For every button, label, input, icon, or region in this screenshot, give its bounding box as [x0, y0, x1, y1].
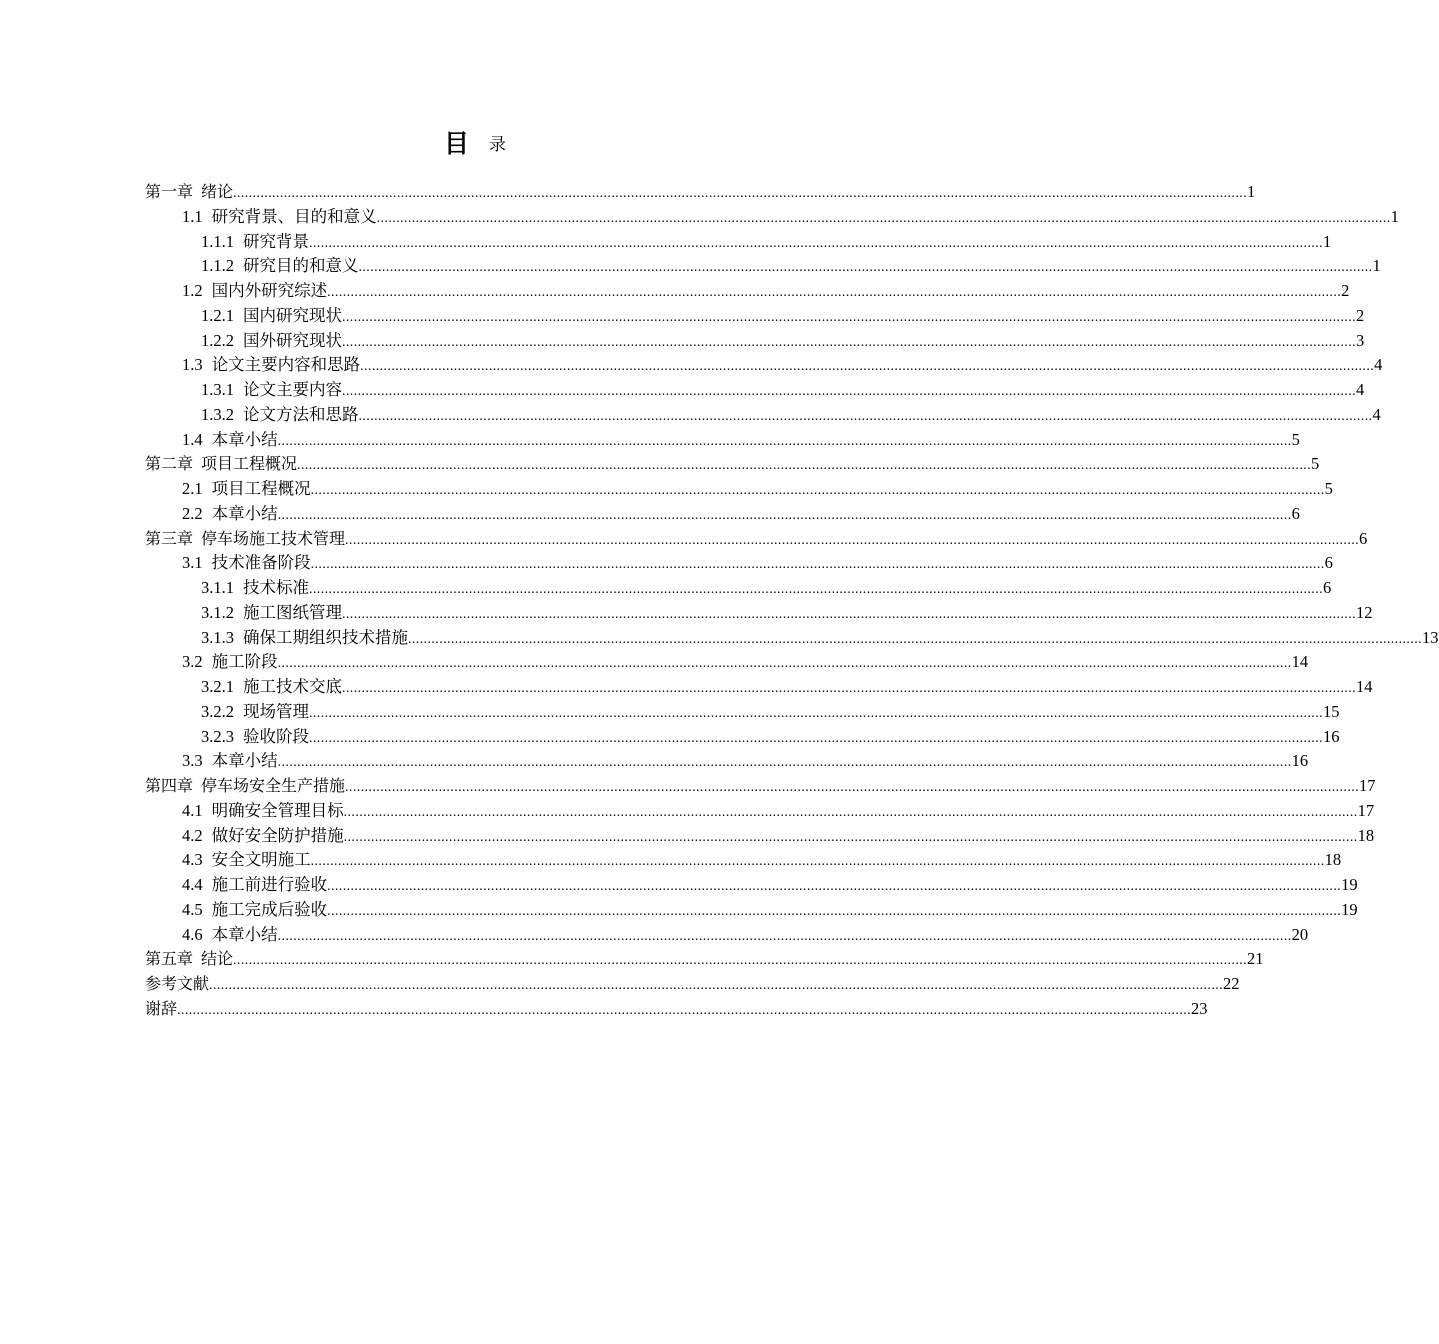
toc-section-entry[interactable] [145, 873, 1358, 898]
toc-entry-label [182, 205, 377, 230]
toc-page-number: 4 [1374, 355, 1383, 375]
toc-entry-title: 确保工期组织技术措施 [243, 627, 408, 647]
toc-entry-label [145, 972, 209, 997]
toc-dot-leader: .................................................................................................................................................................................................................................................................... [297, 458, 1312, 474]
toc-entry-number: 4.3 [182, 850, 203, 870]
toc-entry-number: 3.2.3 [201, 726, 234, 746]
toc-entry-number: 1.2 [182, 281, 203, 300]
toc-title-part2: 录 [489, 135, 506, 155]
toc-page-number: 13 [1422, 627, 1439, 647]
toc-page-number: 6 [1291, 503, 1300, 523]
toc-page-number: 16 [1291, 751, 1309, 771]
toc-page-number: 21 [1247, 949, 1264, 969]
toc-entry-title: 论文主要内容 [243, 380, 342, 399]
toc-dot-leader: .................................................................................................................................................................................................................................................................... [310, 557, 1325, 573]
toc-entry-label [201, 700, 309, 725]
toc-entry-number: 2.1 [182, 479, 203, 498]
toc-entry-label [201, 304, 342, 329]
toc-entry-title: 谢辞 [145, 998, 178, 1018]
toc-entry-title: 施工阶段 [211, 652, 278, 672]
toc-section-entry[interactable] [145, 675, 1373, 700]
toc-section-entry[interactable] [145, 502, 1300, 527]
toc-page-number: 19 [1341, 899, 1358, 919]
toc-dot-leader: .................................................................................................................................................................................................................................................................... [358, 260, 1373, 276]
toc-page-number: 18 [1357, 825, 1375, 845]
toc-entry-number: 1.3.2 [201, 404, 234, 424]
toc-dot-leader: .................................................................................................................................................................................................................................................................... [376, 210, 1391, 226]
toc-entry-title: 施工技术交底 [243, 677, 342, 696]
toc-entry-number: 第五章 [145, 949, 194, 969]
toc-section-entry[interactable] [145, 428, 1300, 453]
toc-entry-number: 4.1 [182, 800, 203, 820]
toc-entry-label [201, 675, 342, 700]
toc-entry-title: 停车场施工技术管理 [201, 528, 346, 548]
toc-page-number: 1 [1247, 182, 1256, 201]
toc-entry-number: 4.6 [182, 924, 203, 944]
toc-dot-leader: .................................................................................................................................................................................................................................................................... [310, 483, 1325, 498]
toc-entry-title: 国内外研究综述 [211, 281, 328, 300]
toc-entry-title: 项目工程概况 [211, 479, 311, 498]
toc-dot-leader: .................................................................................................................................................................................................................................................................... [177, 1002, 1192, 1018]
toc-section-entry[interactable] [145, 230, 1332, 255]
toc-dot-leader: .................................................................................................................................................................................................................................................................... [342, 309, 1356, 325]
toc-page-number: 1 [1372, 256, 1381, 276]
toc-entry-number: 第四章 [145, 776, 194, 795]
toc-page-number: 6 [1359, 528, 1368, 548]
toc-page-number: 22 [1223, 974, 1240, 993]
toc-page-number: 16 [1323, 726, 1340, 746]
toc-entry-number: 第一章 [145, 182, 194, 201]
toc-entry-title: 国内研究现状 [243, 305, 342, 325]
toc-dot-leader: .................................................................................................................................................................................................................................................................... [327, 879, 1342, 894]
toc-dot-leader: .................................................................................................................................................................................................................................................................... [233, 953, 1248, 969]
toc-entry-label [182, 799, 344, 824]
toc-chapter-entry[interactable] [145, 527, 1368, 552]
toc-entry-title: 明确安全管理目标 [211, 800, 344, 820]
toc-entry-label [145, 180, 233, 205]
toc-section-entry[interactable] [145, 848, 1342, 873]
toc-entry-title: 项目工程概况 [201, 454, 298, 474]
toc-entry-title: 论文方法和思路 [243, 404, 359, 424]
toc-entry-number: 3.1.1 [201, 578, 234, 597]
toc-chapter-entry[interactable] [145, 180, 1256, 205]
toc-dot-leader: .................................................................................................................................................................................................................................................................... [343, 829, 1358, 845]
toc-dot-leader: .................................................................................................................................................................................................................................................................... [345, 532, 1360, 548]
toc-section-entry[interactable] [145, 353, 1383, 378]
toc-entry-label [182, 824, 344, 849]
toc-title-part1: 目 [443, 129, 469, 158]
toc-entry-number: 3.3 [182, 751, 203, 771]
toc-entry-number: 1.3.1 [201, 380, 234, 399]
toc-section-entry[interactable] [145, 700, 1340, 725]
toc-entry-label [182, 477, 311, 502]
toc-entry-number: 4.5 [182, 899, 203, 919]
toc-section-entry[interactable] [145, 749, 1309, 774]
toc-dot-leader: .................................................................................................................................................................................................................................................................... [277, 755, 1292, 771]
toc-page-number: 15 [1323, 701, 1340, 721]
toc-entry-title: 本章小结 [211, 751, 278, 771]
toc-section-entry[interactable] [145, 923, 1309, 948]
toc-entry-title: 结论 [201, 949, 234, 969]
toc-entry-number: 2.2 [182, 503, 203, 523]
toc-entry-title: 参考文献 [145, 974, 210, 993]
toc-entry-title: 技术准备阶段 [211, 553, 311, 573]
toc-entry-label [201, 254, 359, 279]
toc-section-entry[interactable] [145, 378, 1365, 403]
toc-section-entry[interactable] [145, 477, 1333, 502]
toc-dot-leader: .................................................................................................................................................................................................................................................................... [277, 656, 1292, 672]
toc-dot-leader: .................................................................................................................................................................................................................................................................... [342, 681, 1356, 696]
toc-dot-leader: .................................................................................................................................................................................................................................................................... [342, 334, 1356, 350]
toc-entry-number: 1.4 [182, 429, 203, 449]
toc-entry-number: 1.1 [182, 206, 203, 226]
toc-entry-title: 研究目的和意义 [243, 256, 359, 276]
toc-entry-number: 3.1.3 [201, 627, 234, 647]
toc-page-number: 17 [1359, 776, 1376, 795]
toc-entry-number: 3.2 [182, 652, 203, 672]
toc-entry-label [145, 947, 233, 972]
toc-page-number: 6 [1324, 553, 1333, 573]
toc-page-number: 6 [1323, 578, 1332, 597]
toc-entry-title: 国外研究现状 [243, 330, 342, 350]
toc-page-number: 1 [1390, 206, 1399, 226]
toc-entry-title: 施工图纸管理 [243, 602, 342, 622]
toc-section-entry[interactable] [145, 304, 1365, 329]
toc-section-entry[interactable] [145, 725, 1340, 750]
toc-page-number: 17 [1357, 800, 1375, 820]
table-of-contents [145, 180, 1439, 1022]
toc-dot-leader: .................................................................................................................................................................................................................................................................... [343, 804, 1358, 820]
toc-page-number: 1 [1323, 231, 1332, 251]
toc-entry-label [145, 997, 177, 1022]
toc-entry-label [182, 279, 327, 304]
toc-entry-label [201, 403, 359, 428]
toc-entry-title: 做好安全防护措施 [211, 825, 344, 845]
toc-entry-number: 1.1.2 [201, 256, 234, 276]
toc-entry-label [145, 527, 345, 552]
toc-entry-title: 施工前进行验收 [211, 875, 328, 894]
toc-chapter-entry[interactable] [145, 997, 1208, 1022]
toc-section-entry[interactable] [145, 329, 1365, 354]
toc-dot-leader: .................................................................................................................................................................................................................................................................... [358, 408, 1373, 424]
toc-page-number: 19 [1341, 875, 1358, 894]
toc-entry-label [201, 329, 342, 354]
toc-page-number: 14 [1356, 677, 1373, 696]
toc-dot-leader: .................................................................................................................................................................................................................................................................... [277, 507, 1292, 523]
toc-entry-title: 技术标准 [243, 578, 309, 597]
toc-entry-label [182, 749, 278, 774]
toc-section-entry[interactable] [145, 799, 1375, 824]
toc-title [0, 124, 950, 160]
toc-entry-number: 3.2.2 [201, 701, 234, 721]
toc-page-number: 5 [1311, 454, 1320, 474]
toc-dot-leader: .................................................................................................................................................................................................................................................................... [327, 285, 1342, 300]
toc-entry-title: 本章小结 [211, 429, 278, 449]
toc-entry-label [201, 230, 309, 255]
toc-entry-label [201, 576, 309, 601]
toc-dot-leader: .................................................................................................................................................................................................................................................................... [310, 854, 1325, 870]
toc-section-entry[interactable] [145, 898, 1358, 923]
toc-entry-label [182, 873, 327, 898]
toc-entry-label [182, 923, 278, 948]
toc-entry-title: 安全文明施工 [211, 850, 311, 870]
toc-entry-number: 4.2 [182, 825, 203, 845]
toc-entry-title: 研究背景 [243, 231, 309, 251]
toc-entry-number: 1.2.2 [201, 330, 234, 350]
toc-entry-number: 3.1.2 [201, 602, 234, 622]
toc-dot-leader: .................................................................................................................................................................................................................................................................... [408, 631, 1422, 647]
toc-page-number: 2 [1341, 281, 1350, 300]
toc-section-entry[interactable] [145, 824, 1375, 849]
toc-entry-label [182, 898, 327, 923]
toc-entry-label [145, 452, 297, 477]
toc-entry-number: 3.2.1 [201, 677, 234, 696]
toc-entry-number: 第二章 [145, 454, 194, 474]
toc-chapter-entry[interactable] [145, 452, 1320, 477]
toc-entry-number: 3.1 [182, 553, 203, 573]
toc-dot-leader: .................................................................................................................................................................................................................................................................... [345, 780, 1360, 795]
toc-dot-leader: .................................................................................................................................................................................................................................................................... [360, 359, 1375, 375]
toc-section-entry[interactable] [145, 650, 1309, 675]
toc-chapter-entry[interactable] [145, 947, 1264, 972]
toc-section-entry[interactable] [145, 205, 1399, 230]
toc-entry-title: 现场管理 [243, 701, 309, 721]
toc-entry-title: 施工完成后验收 [211, 899, 328, 919]
toc-entry-number: 1.1.1 [201, 231, 234, 251]
toc-entry-label [182, 502, 278, 527]
toc-entry-label [182, 353, 360, 378]
toc-section-entry[interactable] [145, 403, 1381, 428]
toc-dot-leader: .................................................................................................................................................................................................................................................................... [327, 903, 1342, 919]
toc-chapter-entry[interactable] [145, 774, 1376, 799]
toc-entry-number: 1.3 [182, 355, 203, 375]
toc-dot-leader: .................................................................................................................................................................................................................................................................... [342, 606, 1356, 622]
toc-entry-label [201, 378, 342, 403]
toc-dot-leader: .................................................................................................................................................................................................................................................................... [309, 730, 1323, 746]
toc-entry-title: 绪论 [201, 182, 234, 201]
toc-section-entry[interactable] [145, 626, 1439, 651]
toc-dot-leader: .................................................................................................................................................................................................................................................................... [277, 433, 1292, 449]
toc-entry-title: 本章小结 [211, 503, 278, 523]
toc-entry-title: 论文主要内容和思路 [211, 355, 361, 375]
toc-entry-label [182, 848, 311, 873]
toc-section-entry[interactable] [145, 551, 1333, 576]
toc-dot-leader: .................................................................................................................................................................................................................................................................... [233, 186, 1248, 201]
toc-dot-leader: .................................................................................................................................................................................................................................................................... [209, 978, 1224, 993]
toc-entry-number: 1.2.1 [201, 305, 234, 325]
toc-entry-label [182, 650, 278, 675]
toc-entry-number: 4.4 [182, 875, 203, 894]
toc-entry-label [201, 601, 342, 626]
toc-page-number: 23 [1191, 998, 1208, 1018]
toc-page-number: 4 [1356, 380, 1365, 399]
toc-dot-leader: .................................................................................................................................................................................................................................................................... [309, 705, 1323, 721]
toc-page-number: 3 [1356, 330, 1365, 350]
toc-chapter-entry[interactable] [145, 972, 1240, 997]
toc-entry-label [201, 725, 309, 750]
toc-section-entry[interactable] [145, 279, 1350, 304]
toc-entry-title: 停车场安全生产措施 [201, 776, 346, 795]
toc-entry-label [145, 774, 345, 799]
toc-dot-leader: .................................................................................................................................................................................................................................................................... [342, 384, 1356, 399]
toc-dot-leader: .................................................................................................................................................................................................................................................................... [309, 235, 1323, 251]
toc-page-number: 5 [1291, 429, 1300, 449]
toc-page-number: 12 [1356, 602, 1373, 622]
toc-page-number: 18 [1324, 850, 1342, 870]
toc-entry-label [182, 428, 278, 453]
toc-entry-title: 本章小结 [211, 924, 278, 944]
toc-page-number: 14 [1291, 652, 1309, 672]
toc-section-entry[interactable] [145, 254, 1381, 279]
toc-entry-title: 验收阶段 [243, 726, 309, 746]
toc-section-entry[interactable] [145, 576, 1332, 601]
toc-entry-title: 研究背景、目的和意义 [211, 206, 377, 226]
toc-page-number: 20 [1291, 924, 1309, 944]
toc-page-number: 2 [1356, 305, 1365, 325]
toc-section-entry[interactable] [145, 601, 1373, 626]
toc-entry-number: 第三章 [145, 528, 194, 548]
toc-entry-label [201, 626, 408, 651]
toc-page-number: 5 [1324, 479, 1333, 498]
toc-dot-leader: .................................................................................................................................................................................................................................................................... [309, 582, 1323, 597]
toc-dot-leader: .................................................................................................................................................................................................................................................................... [277, 928, 1292, 944]
toc-page-number: 4 [1372, 404, 1381, 424]
toc-entry-label [182, 551, 311, 576]
